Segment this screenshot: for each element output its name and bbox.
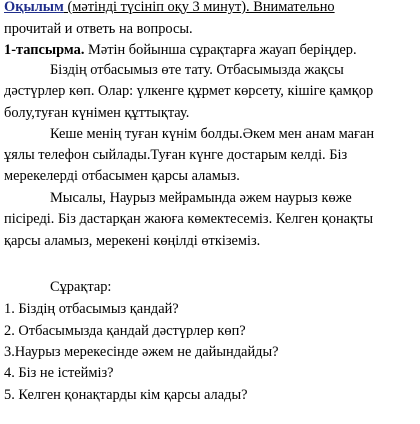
paragraph-2-line-3: мерекелерді отбасымен қарсы аламыз. xyxy=(4,168,240,184)
paragraph-1-line-1: Біздің отбасымыз өте тату. Отбасымызда жақсы xyxy=(50,62,344,78)
paragraph-3-line-3: қарсы аламыз, мерекені көңілді өткіземіз. xyxy=(4,233,261,249)
question-item: 5. Келген қонақтарды кім қарсы алады? xyxy=(4,387,248,403)
header-line-2: прочитай и ответь на вопросы. xyxy=(4,21,193,37)
task-label: 1-тапсырма. xyxy=(4,42,85,58)
paragraph-2-line-2: ұялы телефон сыйлады.Туған күнге достарым келді. Біз xyxy=(4,147,348,163)
paragraph-1-line-3: болу,туған күнімен құттықтау. xyxy=(4,105,190,121)
document-title: Оқылым xyxy=(4,0,64,15)
task-text: Мәтін бойынша сұрақтарға жауап беріңдер. xyxy=(84,42,357,58)
paragraph-2-line-1: Кеше менің туған күнім болды.Әкем мен анам маған xyxy=(50,126,375,142)
paragraph-3-line-2: пісіреді. Біз дастарқан жаюға көмектесеміз. Келген қонақты xyxy=(4,211,374,227)
question-item: 4. Біз не істейміз? xyxy=(4,365,114,381)
questions-heading: Сұрақтар: xyxy=(50,279,112,295)
task-line xyxy=(4,43,357,57)
paragraph-1-line-2: дәстүрлер көп. Олар: үлкенге құрмет көрсету, кішіге қамқор xyxy=(4,83,374,99)
question-item: 3.Наурыз мерекесінде әжем не дайындайды? xyxy=(4,344,279,360)
header-line-1 xyxy=(4,0,335,14)
instruction-text-underlined: (мәтінді түсініп оқу 3 минут). Внимательно xyxy=(63,0,335,15)
question-item: 1. Біздің отбасымыз қандай? xyxy=(4,301,179,317)
paragraph-3-line-1: Мысалы, Наурыз мейрамында әжем наурыз көже xyxy=(50,190,352,206)
question-item: 2. Отбасымызда қандай дәстүрлер көп? xyxy=(4,323,246,339)
